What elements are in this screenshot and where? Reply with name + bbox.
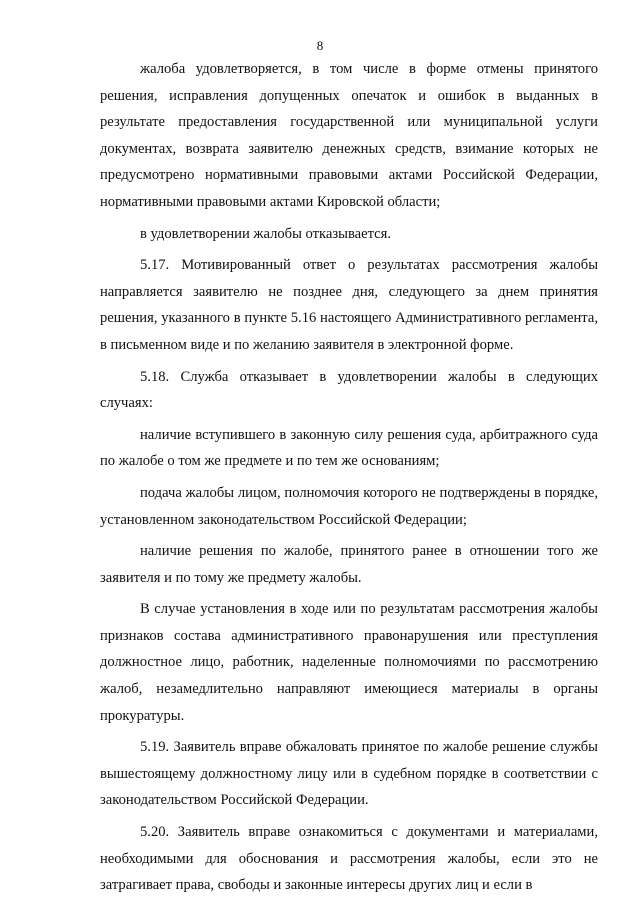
paragraph-prosecution-referral: В случае установления в ходе или по результатам рассмотрения жалобы признаков состава административного правонарушения или преступления должностное лицо, работник, наделенные полномочиями по рассмотрению жалоб, незамедлительно направляют имеющиеся материалы в органы прокуратуры. <box>100 601 598 724</box>
page-number: 8 <box>316 38 324 53</box>
paragraph-5-18: 5.18. Служба отказывает в удовлетворении жалобы в следующих случаях: <box>100 368 598 412</box>
document-body <box>100 56 598 904</box>
paragraph-5-20: 5.20. Заявитель вправе ознакомиться с документами и материалами, необходимыми для обоснования и рассмотрения жалобы, если это не затрагивает права, свободы и законные интересы других лиц и если в <box>100 824 598 894</box>
paragraph-court-decision: наличие вступившего в законную силу решения суда, арбитражного суда по жалобе о том же предмете и по тем же основаниям; <box>100 426 598 470</box>
paragraph-5-19: 5.19. Заявитель вправе обжаловать принятое по жалобе решение службы вышестоящему должностному лицу или в судебном порядке в соответствии с законодательством Российской Федерации. <box>100 739 598 809</box>
paragraph-complaint-satisfied: жалоба удовлетворяется, в том числе в форме отмены принятого решения, исправления допущенных опечаток и ошибок в выданных в результате предоставления государственной или муниципальной услуги документах, возврата заявителю денежных средств, взимание которых не предусмотрено нормативными правовыми актами Российской Федерации, нормативными правовыми актами Кировской области; <box>100 61 598 210</box>
paragraph-complaint-rejected: в удовлетворении жалобы отказывается. <box>140 225 392 242</box>
paragraph-unauthorized-filer: подача жалобы лицом, полномочия которого не подтверждены в порядке, установленном законодательством Российской Федерации; <box>100 484 598 528</box>
paragraph-5-17: 5.17. Мотивированный ответ о результатах рассмотрения жалобы направляется заявителю не позднее дня, следующего за днем принятия решения, указанного в пункте 5.16 настоящего Административного регламента, в письменном виде и по желанию заявителя в электронной форме. <box>100 257 598 353</box>
paragraph-prior-decision: наличие решения по жалобе, принятого ранее в отношении того же заявителя и по тому же предмету жалобы. <box>100 543 598 586</box>
